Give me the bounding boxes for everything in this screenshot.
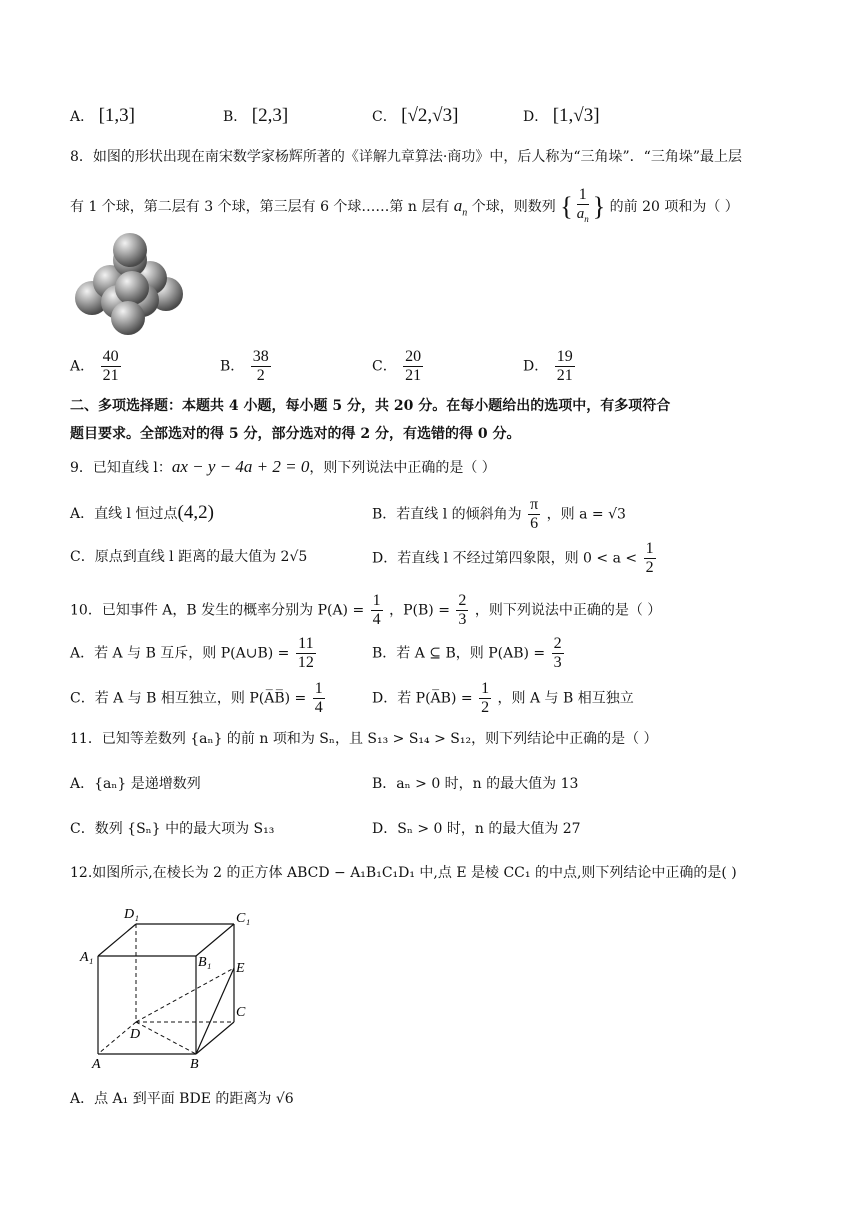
q8-option-c: C． $\frac{20}{21}$ xyxy=(372,348,422,384)
q8-option-d: D． $\frac{19}{21}$ xyxy=(523,348,573,384)
q10-option-c: C．若 A 与 B 相互独立，则 P(A̅B̅) = $\frac{1}{4}$ xyxy=(70,680,323,716)
q9-stem: 9．已知直线 l：ax − y − 4a + 2 = 0，则下列说法中正确的是（ ） xyxy=(70,457,496,476)
q10-stem: 10．已知事件 A，B 发生的概率分别为 P(A) = $\frac{1}{4}$ ，P(B) = $\frac{2}{3}$ ，则下列说法中正确的是（ ） xyxy=(70,592,662,628)
label-d1: D₁ xyxy=(124,907,139,922)
q12-option-a: A．点 A₁ 到平面 BDE 的距离为 √6 xyxy=(70,1091,294,1107)
q7-option-b: B． [2,3] xyxy=(223,105,289,126)
q12-stem: 12.如图所示,在棱长为 2 的正方体 ABCD − A₁B₁C₁D₁ 中,点 E 是棱 CC₁ 的中点,则下列结论中正确的是( ) xyxy=(70,865,737,881)
section-heading-line1: 二、多项选择题：本题共 4 小题，每小题 5 分，共 20 分。在每小题给出的选项中，有多项符合 xyxy=(70,398,671,414)
triangular-ball-pyramid-figure xyxy=(70,232,190,342)
q8-option-b: B． $\frac{38}{2}$ xyxy=(220,348,269,384)
q8-option-a: A． $\frac{40}{21}$ xyxy=(70,348,119,384)
q11-option-a: A．{aₙ} 是递增数列 xyxy=(70,776,201,792)
q9-option-a: A．直线 l 恒过点(4,2) xyxy=(70,502,214,523)
q10-option-b: B．若 A ⊆ B，则 P(AB) = $\frac{2}{3}$ xyxy=(372,635,562,671)
label-c1: C₁ xyxy=(236,911,251,926)
label-e: E xyxy=(236,961,245,976)
label-a: A xyxy=(92,1057,101,1072)
ball xyxy=(111,301,145,335)
ball xyxy=(115,271,149,305)
label-b: B xyxy=(190,1057,199,1072)
label-b1: B₁ xyxy=(198,955,212,970)
q7-option-a: A． [1,3] xyxy=(70,105,135,126)
q11-option-b: B．aₙ > 0 时，n 的最大值为 13 xyxy=(372,776,579,792)
q11-option-c: C．数列 {Sₙ} 中的最大项为 S₁₃ xyxy=(70,821,275,837)
section-heading-line2: 题目要求。全部选对的得 5 分，部分选对的得 2 分，有选错的得 0 分。 xyxy=(70,426,521,442)
q11-option-d: D．Sₙ > 0 时，n 的最大值为 27 xyxy=(372,821,581,837)
label-a1: A₁ xyxy=(80,950,94,965)
label-c: C xyxy=(236,1005,246,1020)
q7-option-d: D． [1,√3] xyxy=(523,105,600,126)
q7-option-c: C． [√2,√3] xyxy=(372,105,459,126)
q9-option-c: C．原点到直线 l 距离的最大值为 2√5 xyxy=(70,549,308,565)
cube-figure xyxy=(78,904,278,1074)
q8-stem-line2: 有 1 个球，第二层有 3 个球，第三层有 6 个球……第 n 层有 $a_n$ 个球，则数列 { $\frac{1}{a_n}$ } 的前 20 项和为（ ） xyxy=(70,186,739,224)
label-d: D xyxy=(130,1027,141,1042)
q9-option-b: B．若直线 l 的倾斜角为 $\frac{\pi}{6}$ ，则 a = √3 xyxy=(372,496,626,532)
ball xyxy=(113,233,147,267)
q11-stem: 11．已知等差数列 {aₙ} 的前 n 项和为 Sₙ，且 S₁₃ > S₁₄ > S₁₂，则下列结论中正确的是（ ） xyxy=(70,731,658,747)
q8-stem-line1: 8．如图的形状出现在南宋数学家杨辉所著的《详解九章算法·商功》中，后人称为“三角垛”．“三角垛”最上层 xyxy=(70,149,742,165)
q10-option-a: A．若 A 与 B 互斥，则 P(A∪B) = $\frac{11}{12}$ xyxy=(70,635,314,671)
q10-option-d: D．若 P(A̅B) = $\frac{1}{2}$ ，则 A 与 B 相互独立 xyxy=(372,680,634,716)
q9-option-d: D．若直线 l 不经过第四象限，则 0 < a < $\frac{1}{2}$ xyxy=(372,540,654,576)
